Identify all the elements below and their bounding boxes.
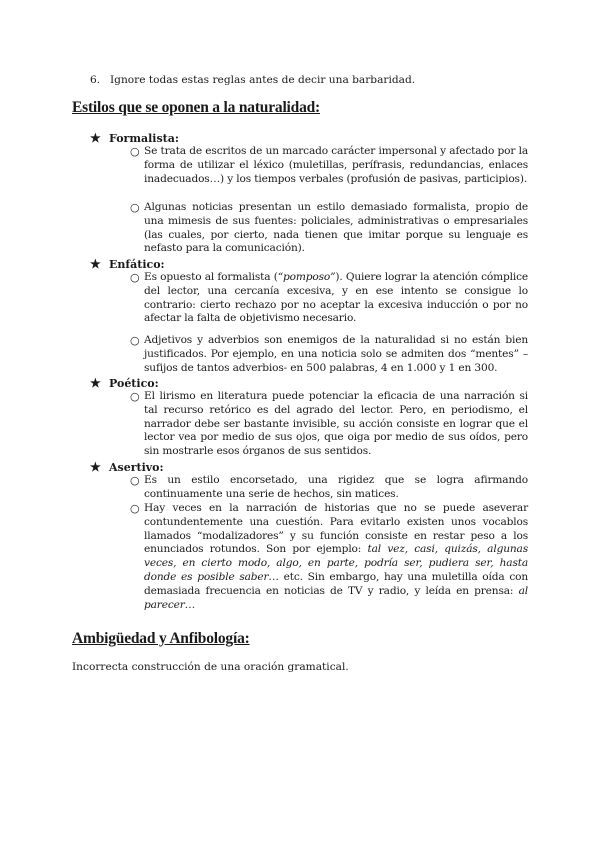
paragraph-asertivo-1: Es un estilo encorsetado, una rigidez que se logra afirmando continuamente una serie de hechos, sin matices. [144,474,528,500]
text-run: Hay veces en la narración de historias que no se puede aseverar contundentemente una cuestión. Para evitarlo existen unos vocablos llamados “modalizadores” y su función consiste en restar peso a los enunciados rotundos. Son por ejemplo: [144,502,528,556]
list-number: 6. [90,74,101,86]
italic-run: “pomposo” [277,271,336,283]
circle-bullet-icon: ○ [130,502,140,515]
circle-bullet-icon: ○ [130,334,140,347]
style-title-poetico [90,376,159,391]
style-title-asertivo [90,460,164,475]
text-run: etc. Sin embargo, hay una muletilla oída con demasiada frecuencia en noticias de TV y radio, y leída en prensa: [144,570,528,597]
italic-run: tal vez, casi, quizás, algunas veces, en cierto modo, algo, en parte, podría ser, pudiera ser, hasta donde es posible saber… [144,543,529,583]
star-bullet-icon: ★ [90,376,101,390]
numbered-list-item [90,74,415,88]
circle-bullet-icon: ○ [130,201,140,214]
text-run: ). Quiere lograr la atención cómplice del lector, una cercanía excesiva, y en ese intento se consigue lo contrario: cierto rechazo por no aceptar la excesiva inducción o por no afectar la falta de objetivismo necesario. [144,271,528,325]
style-name: Asertivo: [109,461,164,474]
circle-bullet-icon: ○ [130,271,140,284]
style-name: Poético: [109,377,159,390]
paragraph-formalista-1: Se trata de escritos de un marcado carácter impersonal y afectado por la forma de utilizar el léxico (muletillas, perífrasis, redundancias, enlaces inadecuados…) y los tiempos verbales (profusión de pasivas, participios). [144,145,528,185]
body-text-ambiguedad: Incorrecta construcción de una oración gramatical. [72,661,349,673]
paragraph-enfatico-1 [144,271,528,326]
circle-bullet-icon: ○ [130,145,140,158]
style-title-formalista [90,131,179,146]
style-title-enfatico [90,257,165,272]
paragraph-formalista-2: Algunas noticias presentan un estilo demasiado formalista, propio de una mimesis de sus fuentes: policiales, administrativas o empresariales (las cuales, por cierto, nada tienen que imitar porque su lenguaje es nefasto para la comunicación). [144,201,528,255]
style-name: Formalista: [109,132,179,145]
section-heading-ambiguedad: Ambigüedad y Anfibología: [72,630,250,647]
paragraph-poetico-1: El lirismo en literatura puede potenciar la eficacia de una narración si tal recurso retórico es del agrado del lector. Pero, en periodismo, el narrador debe ser bastante invisible, su acción consiste en lograr que el lector vea por medio de sus ojos, que oiga por medio de sus oídos, pero sin mostrarle esos órganos de sus sentidos. [144,390,528,458]
style-name: Enfático: [109,258,165,271]
paragraph-asertivo-2 [144,502,528,612]
circle-bullet-icon: ○ [130,390,140,403]
section-heading-estilos: Estilos que se oponen a la naturalidad: [72,99,321,116]
star-bullet-icon: ★ [90,460,101,474]
circle-bullet-icon: ○ [130,474,140,487]
star-bullet-icon: ★ [90,257,101,271]
italic-run: al parecer… [144,584,528,611]
star-bullet-icon: ★ [90,131,101,145]
list-item-text: Ignore todas estas reglas antes de decir una barbaridad. [110,74,416,86]
text-run: Es opuesto al formalista ( [144,271,278,283]
paragraph-enfatico-2: Adjetivos y adverbios son enemigos de la naturalidad si no están bien justificados. Por ejemplo, en una noticia solo se admiten dos “mentes” –sufijos de tantos adverbios- en 500 palabras, 4 en 1.000 y 1 en 300. [144,334,528,374]
